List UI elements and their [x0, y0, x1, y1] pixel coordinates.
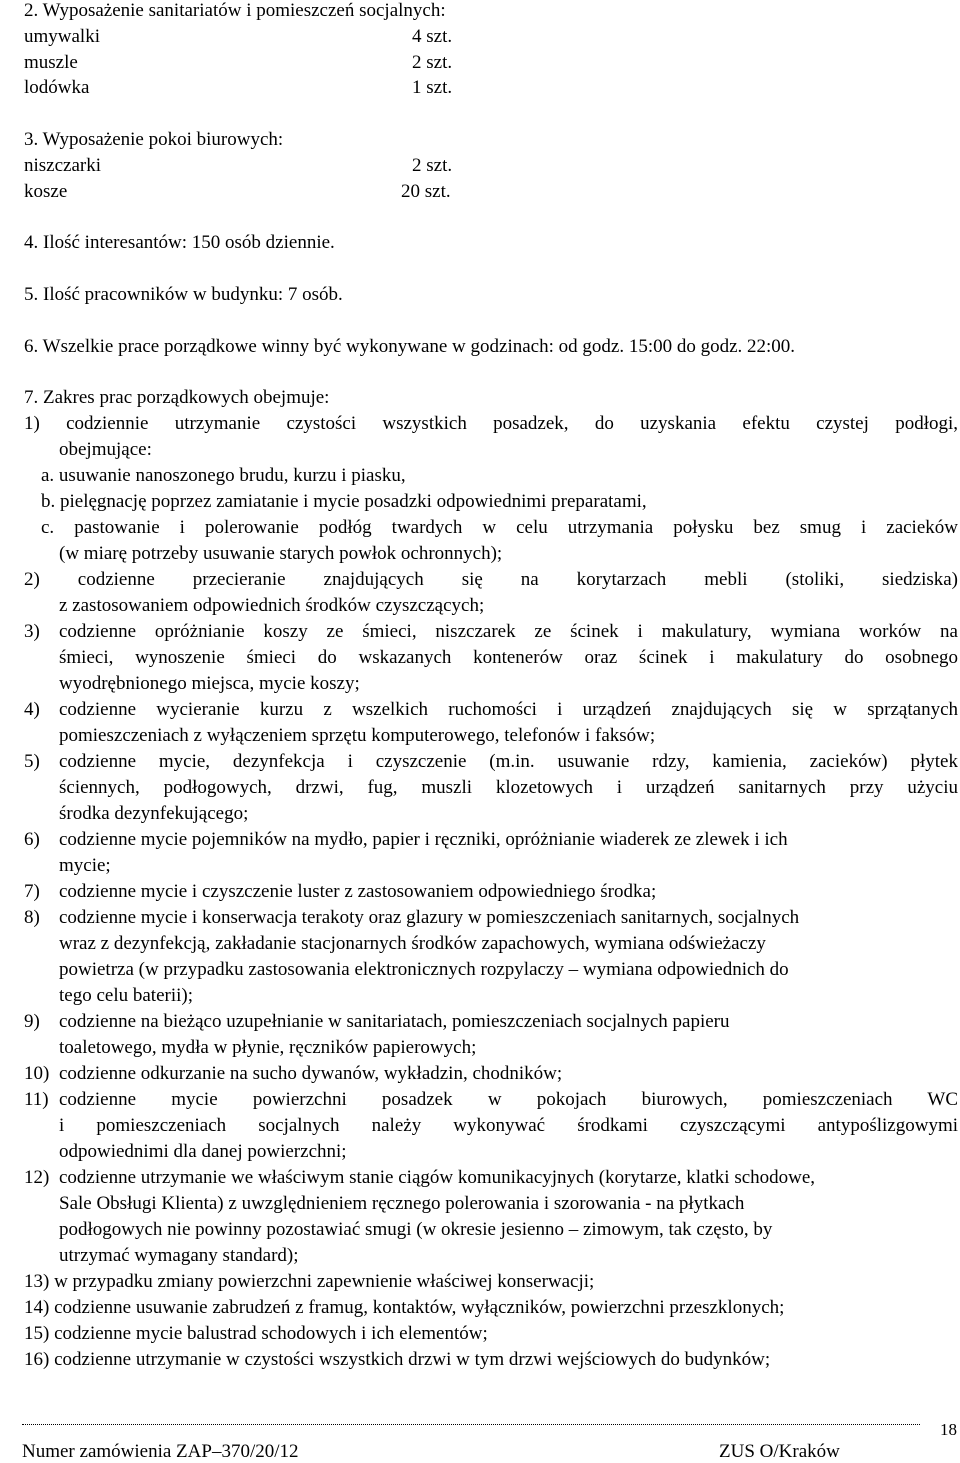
item-qty: 2 szt. [412, 155, 453, 176]
list-item-8-cont: powietrza (w przypadku zastosowania elektronicznych rozpylaczy – wymiana odpowiednich do [59, 959, 789, 980]
list-item-4: codzienne wycieranie kurzu z wszelkich ruchomości i urządzeń znajdujących się w sprzątanych [59, 699, 958, 720]
page-number: 18 [940, 1420, 957, 1439]
list-number: 10) [24, 1063, 50, 1084]
section-4: 4. Ilość interesantów: 150 osób dziennie. [24, 232, 335, 253]
list-item-15: 15) codzienne mycie balustrad schodowych i ich elementów; [24, 1323, 488, 1344]
list-item-12-cont: Sale Obsługi Klienta) z uwzględnieniem ręcznego polerowania i szorowania - na płytkach [59, 1193, 745, 1214]
list-item-8: codzienne mycie i konserwacja terakoty oraz glazury w pomieszczeniach sanitarnych, socjalnych [59, 907, 800, 928]
list-item-5-cont: ściennych, podłogowych, drzwi, fug, muszli klozetowych i urządzeń sanitarnych przy użyciu [59, 777, 958, 798]
sub-item-a: a. usuwanie nanoszonego brudu, kurzu i piasku, [41, 465, 406, 486]
list-item-11-cont: i pomieszczeniach socjalnych należy wykonywać środkami czyszczącymi antypoślizgowymi [59, 1115, 958, 1136]
section-7-title: 7. Zakres prac porządkowych obejmuje: [24, 387, 330, 408]
item-name: kosze [24, 181, 68, 202]
list-item-9: codzienne na bieżąco uzupełnianie w sanitariatach, pomieszczeniach socjalnych papieru [59, 1011, 730, 1032]
item-name: muszle [24, 52, 78, 73]
list-item-12-cont: podłogowych nie powinny pozostawiać smugi (w okresie jesienno – zimowym, tak często, by [59, 1219, 773, 1240]
list-item-2-cont: z zastosowaniem odpowiednich środków czyszczących; [59, 595, 485, 616]
sub-item-c-cont: (w miarę potrzeby usuwanie starych powłok ochronnych); [59, 543, 503, 564]
item-name: niszczarki [24, 155, 102, 176]
list-item-3: codzienne opróżnianie koszy ze śmieci, niszczarek ze ścinek i makulatury, wymiana worków na [59, 621, 958, 642]
item-qty: 4 szt. [412, 26, 453, 47]
list-item-14: 14) codzienne usuwanie zabrudzeń z framug, kontaktów, wyłączników, powierzchni przeszklonych; [24, 1297, 785, 1318]
list-item-12: codzienne utrzymanie we właściwym stanie ciągów komunikacyjnych (korytarze, klatki schodowe, [59, 1167, 816, 1188]
list-number: 6) [24, 829, 40, 850]
section-6: 6. Wszelkie prace porządkowe winny być wykonywane w godzinach: od godz. 15:00 do godz. 22:00. [24, 336, 796, 357]
list-number: 12) [24, 1167, 50, 1188]
list-item-2: 2) codzienne przecieranie znajdujących się na korytarzach mebli (stoliki, siedziska) [24, 569, 958, 590]
list-item-7: codzienne mycie i czyszczenie luster z zastosowaniem odpowiedniego środka; [59, 881, 657, 902]
list-item-1-cont: obejmujące: [59, 439, 152, 460]
list-item-5: codzienne mycie, dezynfekcja i czyszczenie (m.in. usuwanie rdzy, kamienia, zacieków) płytek [59, 751, 958, 772]
list-item-5-cont: środka dezynfekującego; [59, 803, 249, 824]
sub-item-b: b. pielęgnację poprzez zamiatanie i mycie posadzki odpowiednimi preparatami, [41, 491, 647, 512]
list-item-6: codzienne mycie pojemników na mydło, papier i ręczniki, opróżnianie wiaderek ze zlewek i ich [59, 829, 788, 850]
item-name: lodówka [24, 77, 90, 98]
list-item-3-cont: wyodrębnionego miejsca, mycie koszy; [59, 673, 360, 694]
list-item-16: 16) codzienne utrzymanie w czystości wszystkich drzwi w tym drzwi wejściowych do budynków; [24, 1349, 771, 1370]
section-2-title: 2. Wyposażenie sanitariatów i pomieszczeń socjalnych: [24, 0, 446, 21]
list-number: 3) [24, 621, 40, 642]
list-number: 4) [24, 699, 40, 720]
list-number: 11) [24, 1089, 49, 1110]
item-name: umywalki [24, 26, 100, 47]
list-item-8-cont: wraz z dezynfekcją, zakładanie stacjonarnych środków zapachowych, wymiana odświeżaczy [59, 933, 766, 954]
list-item-4-cont: pomieszczeniach z wyłączeniem sprzętu komputerowego, telefonów i faksów; [59, 725, 656, 746]
item-qty: 20 szt. [401, 181, 451, 202]
section-3-title: 3. Wyposażenie pokoi biurowych: [24, 129, 284, 150]
footer-office: ZUS O/Kraków [719, 1441, 840, 1462]
sub-item-c: c. pastowanie i polerowanie podłóg twardych w celu utrzymania połysku bez smug i zacieków [41, 517, 958, 538]
list-item-12-cont: utrzymać wymagany standard); [59, 1245, 299, 1266]
list-item-11: codzienne mycie powierzchni posadzek w pokojach biurowych, pomieszczeniach WC [59, 1089, 958, 1110]
list-item-1: 1) codziennie utrzymanie czystości wszystkich posadzek, do uzyskania efektu czystej podłogi, [24, 413, 958, 434]
list-number: 9) [24, 1011, 40, 1032]
list-item-13: 13) w przypadku zmiany powierzchni zapewnienie właściwej konserwacji; [24, 1271, 595, 1292]
list-number: 7) [24, 881, 40, 902]
item-qty: 1 szt. [412, 77, 453, 98]
list-item-8-cont: tego celu baterii); [59, 985, 193, 1006]
list-item-10: codzienne odkurzanie na sucho dywanów, wykładzin, chodników; [59, 1063, 563, 1084]
list-item-3-cont: śmieci, wynoszenie śmieci do wskazanych kontenerów oraz ścinek i makulatury do osobnego [59, 647, 958, 668]
list-item-11-cont: odpowiednimi dla danej powierzchni; [59, 1141, 347, 1162]
section-5: 5. Ilość pracowników w budynku: 7 osób. [24, 284, 343, 305]
list-item-9-cont: toaletowego, mydła w płynie, ręczników papierowych; [59, 1037, 477, 1058]
list-number: 5) [24, 751, 40, 772]
footer-order-number: Numer zamówienia ZAP–370/20/12 [22, 1441, 299, 1462]
footer-dotted-rule [22, 1424, 920, 1425]
item-qty: 2 szt. [412, 52, 453, 73]
list-item-6-cont: mycie; [59, 855, 111, 876]
list-number: 8) [24, 907, 40, 928]
